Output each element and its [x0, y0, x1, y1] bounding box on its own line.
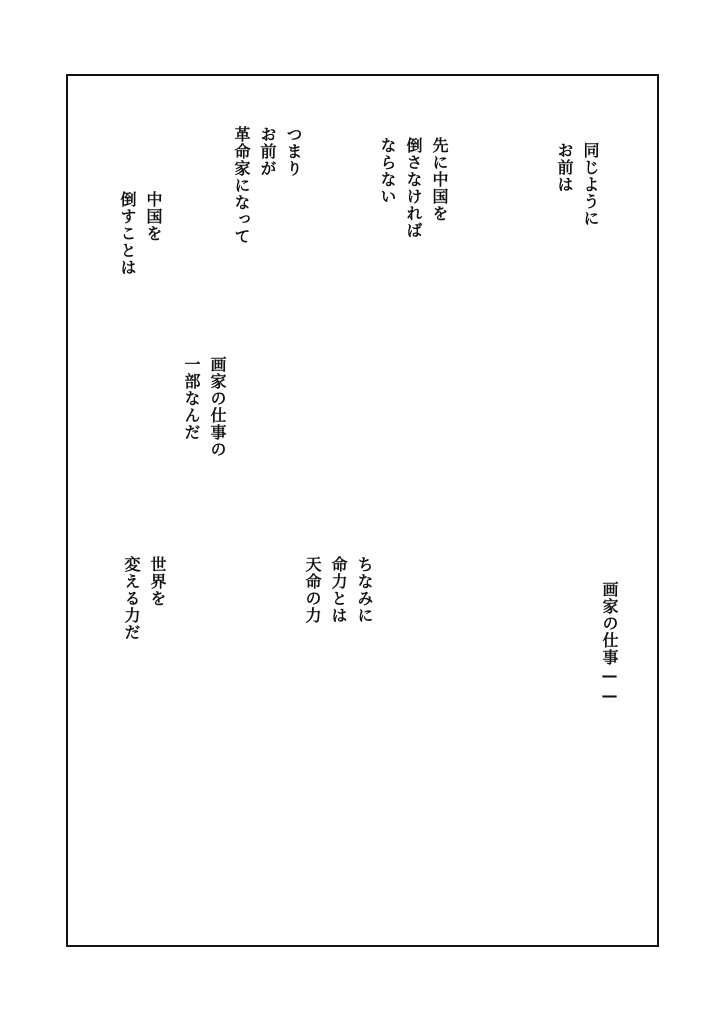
speech-line: 革命家になって — [232, 126, 251, 245]
speech-bubble-8 — [121, 556, 167, 641]
speech-line: 画家の仕事—— — [600, 581, 619, 706]
speech-line: 一部なんだ — [182, 356, 201, 441]
speech-line: 先に中国を — [430, 137, 449, 222]
speech-line: お前が — [258, 126, 277, 177]
speech-line: つまり — [284, 126, 303, 177]
speech-bubble-7 — [302, 556, 374, 624]
speech-line: 倒さなければ — [404, 137, 423, 239]
speech-bubble-2 — [377, 137, 449, 239]
speech-bubble-6 — [599, 581, 619, 706]
speech-bubble-3 — [231, 126, 303, 245]
speech-line: 世界を — [148, 556, 167, 607]
speech-bubble-1 — [554, 142, 600, 227]
speech-line: 中国を — [144, 191, 163, 242]
speech-line: お前は — [555, 142, 574, 193]
speech-line: ちなみに — [355, 556, 374, 624]
speech-line: 命力とは — [329, 556, 348, 624]
speech-line: ならない — [378, 137, 397, 205]
speech-line: 変える力だ — [122, 556, 141, 641]
speech-bubble-5 — [181, 356, 227, 458]
speech-line: 画家の仕事の — [208, 356, 227, 458]
speech-bubble-4 — [117, 191, 163, 276]
speech-line: 倒すことは — [118, 191, 137, 276]
speech-line: 天命の力 — [303, 556, 322, 624]
speech-line: 同じように — [581, 142, 600, 227]
